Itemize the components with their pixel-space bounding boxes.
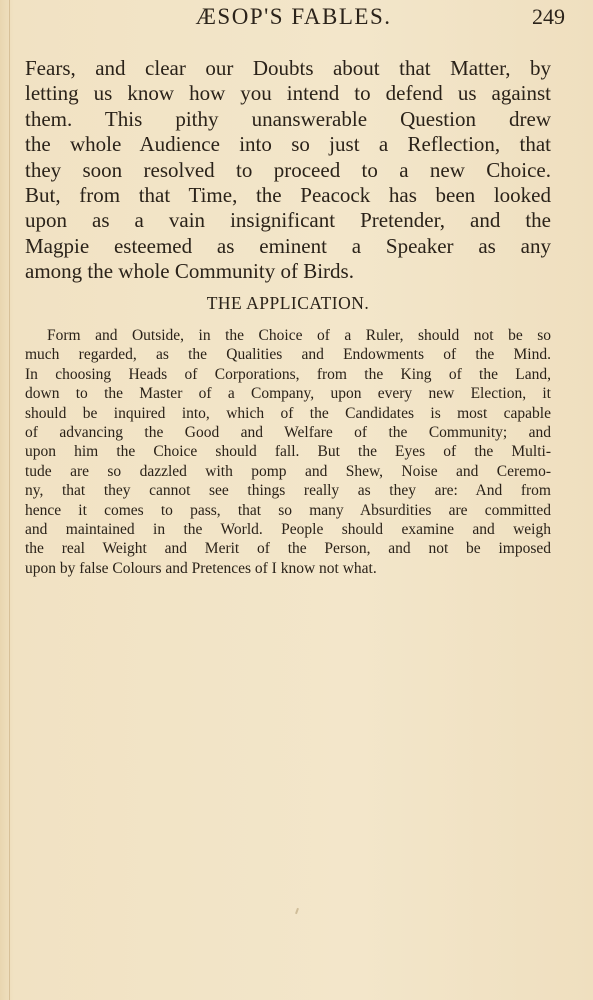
page-edge-line: [9, 0, 10, 1000]
application-line: and maintained in the World. People should examine and weigh: [25, 520, 551, 538]
text-line: letting us know how you intend to defend us against: [25, 81, 551, 106]
fable-text: [25, 56, 551, 285]
page-number: 249: [532, 4, 565, 29]
text-line: upon as a vain insignificant Pretender, and the: [25, 208, 551, 233]
text-line: the whole Audience into so just a Reflection, that: [25, 132, 551, 157]
paper-speck: [295, 908, 299, 914]
application-line: upon him the Choice should fall. But the Eyes of the Multi-: [25, 443, 551, 461]
text-line: Magpie esteemed as eminent a Speaker as any: [25, 233, 551, 258]
running-head: [22, 4, 565, 38]
running-head-title: ÆSOP'S FABLES.: [195, 4, 392, 29]
text-line: among the whole Community of Birds.: [25, 259, 354, 284]
application-line: the real Weight and Merit of the Person, and not be imposed: [25, 540, 551, 558]
application-line: down to the Master of a Company, upon every new Election, it: [25, 385, 551, 403]
application-heading: THE APPLICATION.: [206, 293, 370, 313]
application-line: much regarded, as the Qualities and Endowments of the Mind.: [25, 346, 551, 364]
text-line: them. This pithy unanswerable Question drew: [25, 106, 551, 131]
application-line: should be inquired into, which of the Candidates is most capable: [25, 404, 551, 422]
application-line: ny, that they cannot see things really as they are: And from: [25, 482, 551, 500]
application-line: In choosing Heads of Corporations, from the King of the Land,: [25, 365, 551, 383]
application-line: upon by false Colours and Pretences of I know not what.: [25, 559, 377, 577]
application-line: of advancing the Good and Welfare of the Community; and: [25, 423, 551, 441]
application-line: hence it comes to pass, that so many Absurdities are committed: [25, 501, 551, 519]
text-line: But, from that Time, the Peacock has been looked: [25, 182, 551, 207]
text-line: Fears, and clear our Doubts about that Matter, by: [25, 56, 551, 80]
application-line: tude are so dazzled with pomp and Shew, Noise and Ceremo-: [25, 462, 551, 480]
application-line: Form and Outside, in the Choice of a Ruler, should not be so: [47, 327, 551, 344]
application-text: [25, 326, 551, 578]
text-line: they soon resolved to proceed to a new Choice.: [25, 157, 551, 182]
